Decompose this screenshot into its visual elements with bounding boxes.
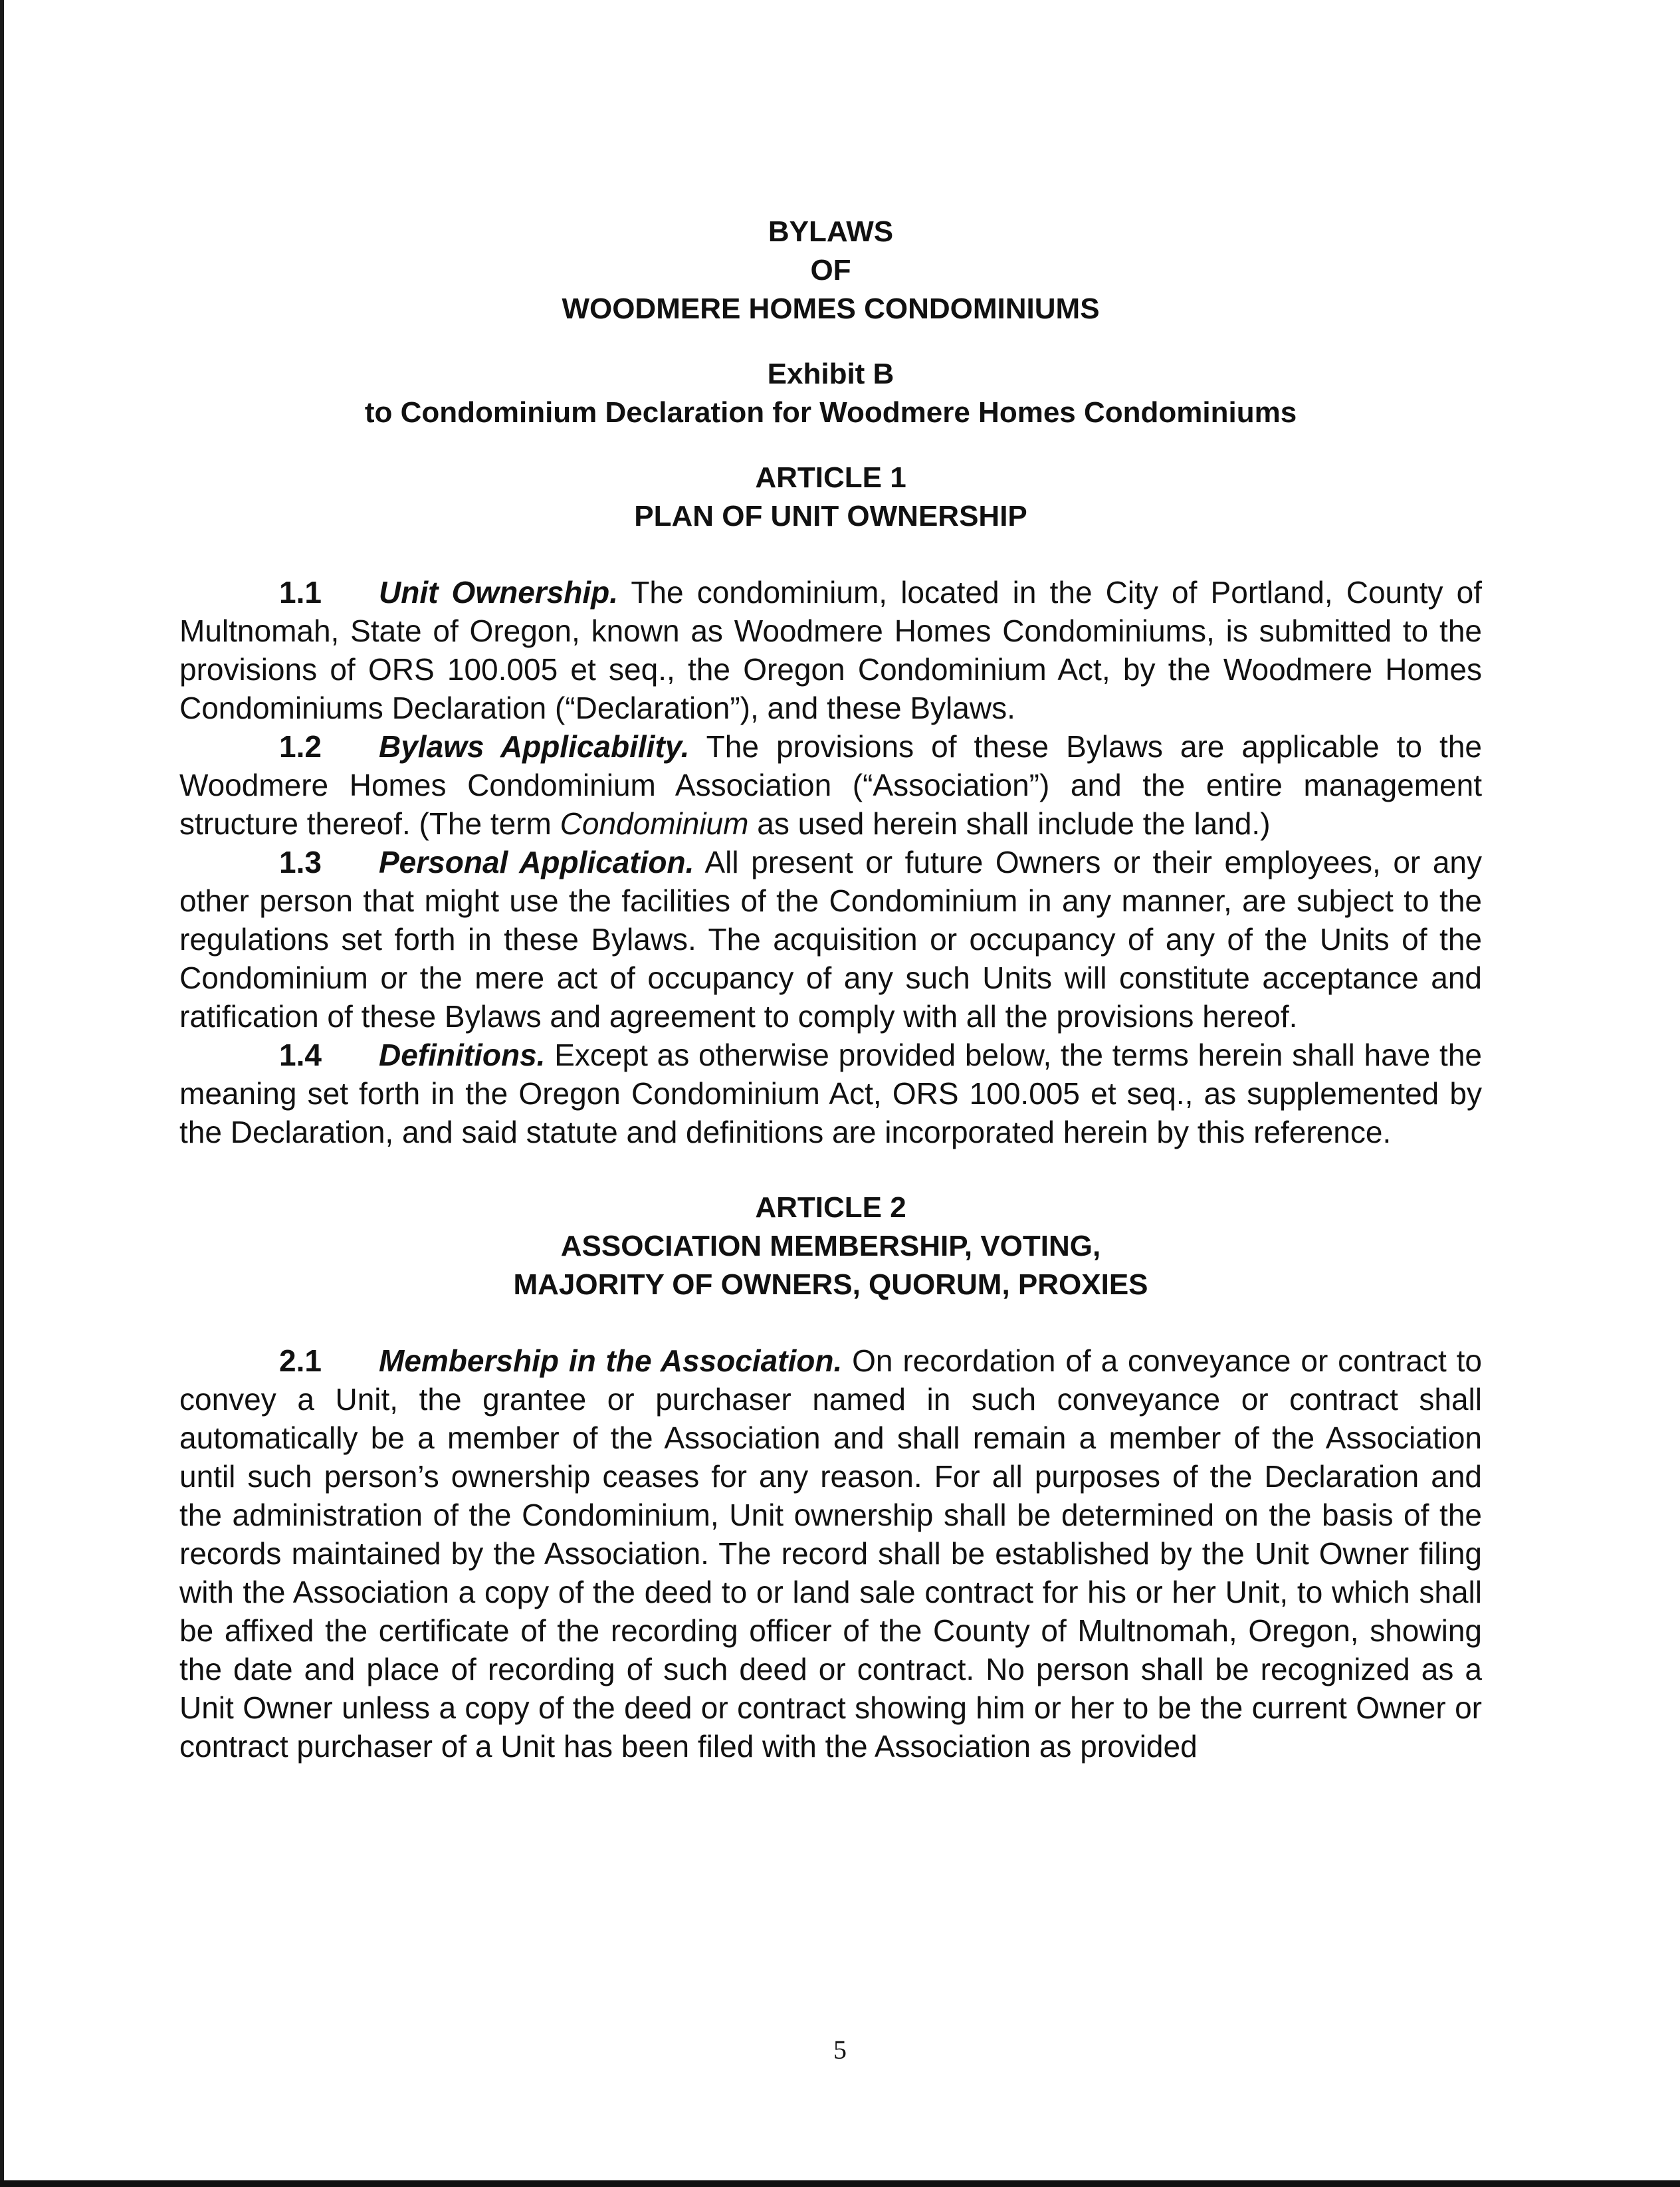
exhibit-label: Exhibit B: [767, 358, 894, 390]
section-text-after: as used herein shall include the land.): [748, 806, 1271, 841]
document-page: [179, 213, 1482, 1766]
section-heading: Unit Ownership.: [379, 575, 619, 610]
section-1-2: [179, 727, 1482, 843]
section-1-4: [179, 1036, 1482, 1151]
section-1-3: [179, 843, 1482, 1036]
article-1-heading: [179, 459, 1482, 536]
document-title-block: [179, 213, 1482, 328]
title-line-of: OF: [810, 254, 851, 287]
section-heading: Bylaws Applicability.: [379, 729, 690, 764]
section-heading: Definitions.: [379, 1038, 546, 1072]
section-emphasis: Condominium: [560, 806, 749, 841]
section-text: Except as otherwise provided below, the terms herein shall have the meaning set forth in the Oregon Condominium Act, ORS 100.005 et seq., as supplemented by the Declaration, and said statute and definitions are incorporated herein by this reference.: [179, 1038, 1482, 1149]
section-text: On recordation of a conveyance or contract to convey a Unit, the grantee or purchaser named in such conveyance or contract shall automatically be a member of the Association and shall remain a member of the Association until such person’s ownership ceases for any reason. For all purposes of the Declaration and the administration of the Condominium, Unit ownership shall be determined on the basis of the records maintained by the Association. The record shall be established by the Unit Owner filing with the Association a copy of the deed to or land sale contract for his or her Unit, to which shall be affixed the certificate of the recording officer of the County of Multnomah, Oregon, showing the date and place of recording of such deed or contract. No person shall be recognized as a Unit Owner unless a copy of the deed or contract showing him or her to be the current Owner or contract purchaser of a Unit has been filed with the Association as provided: [179, 1343, 1483, 1764]
section-number: 1.4: [279, 1038, 322, 1072]
article-2-title-line2: MAJORITY OF OWNERS, QUORUM, PROXIES: [513, 1268, 1148, 1301]
section-text: The provisions of these Bylaws are applicable to the Woodmere Homes Condominium Association (“Association”) and the entire management structure thereof. (The term: [179, 729, 1482, 841]
scan-edge-left: [0, 0, 4, 2187]
title-line-name: WOODMERE HOMES CONDOMINIUMS: [562, 292, 1100, 325]
exhibit-subtitle: to Condominium Declaration for Woodmere Homes Condominiums: [364, 396, 1297, 429]
section-1-1: [179, 573, 1482, 727]
article-1-label: ARTICLE 1: [755, 461, 906, 494]
article-2-label: ARTICLE 2: [755, 1191, 906, 1224]
section-text: All present or future Owners or their employees, or any other person that might use the facilities of the Condominium in any manner, are subject to the regulations set forth in these Bylaws. The acquisition or occupancy of any of the Units of the Condominium or the mere act of occupancy of any such Units will constitute acceptance and ratification of these Bylaws and agreement to comply with all the provisions hereof.: [179, 845, 1482, 1034]
section-number: 1.2: [279, 729, 322, 764]
exhibit-block: [179, 355, 1482, 432]
section-number: 2.1: [279, 1343, 322, 1378]
article-1-title: PLAN OF UNIT OWNERSHIP: [634, 500, 1027, 532]
page-number: 5: [833, 2035, 847, 2065]
article-2-title-line1: ASSOCIATION MEMBERSHIP, VOTING,: [560, 1230, 1101, 1262]
section-heading: Membership in the Association.: [379, 1343, 843, 1378]
section-2-1: [179, 1341, 1482, 1766]
scan-edge-bottom: [0, 2180, 1680, 2187]
section-heading: Personal Application.: [379, 845, 694, 879]
section-number: 1.3: [279, 845, 322, 879]
section-number: 1.1: [279, 575, 322, 610]
title-line-bylaws: BYLAWS: [768, 215, 894, 248]
section-text: The condominium, located in the City of Portland, County of Multnomah, State of Oregon, known as Woodmere Homes Condominiums, is submitted to the provisions of ORS 100.005 et seq., the Oregon Condominium Act, by the Woodmere Homes Condominiums Declaration (“Declaration”), and these Bylaws.: [179, 575, 1482, 725]
article-2-heading: [179, 1189, 1482, 1304]
